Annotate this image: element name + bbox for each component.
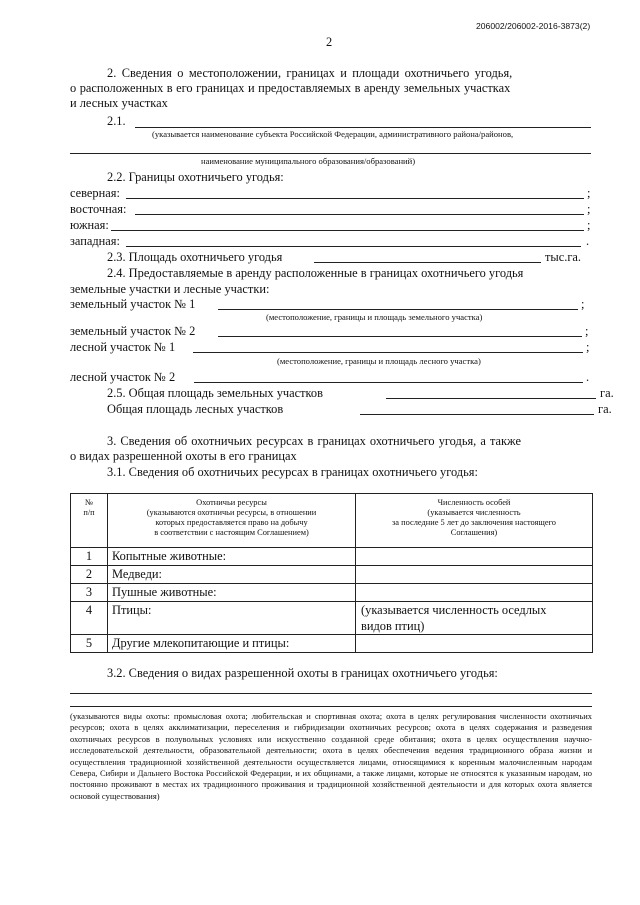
item-3-2-label: 3.2. Сведения о видах разрешенной охоты в границах охотничьего угодья: (107, 666, 498, 680)
item-2-3-line (314, 262, 541, 263)
row-value-line1: (указывается численность оседлых (361, 603, 547, 617)
west-period: . (586, 234, 590, 248)
row-label: Другие млекопитающие и птицы: (108, 635, 356, 653)
row-label: Птицы: (108, 602, 356, 635)
item-2-4-line1: 2.4. Предоставляемые в аренду расположенные в границах охотничьего угодья (107, 266, 524, 280)
row-label: Медведи: (108, 566, 356, 584)
header-num-l1: № (85, 498, 93, 507)
section3-title-line1: 3. Сведения об охотничьих ресурсах в границах охотничьего угодья, а также (107, 434, 521, 448)
hunting-types-footnote: (указываются виды охоты: промысловая охота; любительская и спортивная охота; охота в целях регулирования численности охотничьих ресурсов; охота в целях акклиматизации, переселения и гибридизации охотничьих ресурсов; охота в целях содержания и разведения охотничьих ресурсов в полувольных условиях или искусственно созданной среде обитания; охота в целях осуществления научно-исследовательской деятельности, образовательной деятельности; охота в целях обеспечения ведения традиционного образа жизни и осуществления традиционной хозяйственной деятельности осуществляется лицами, относящимися к коренным малочисленным народам Севера, Сибири и Дальнего Востока Российской Федерации, и их общинами, а также лицами, которые не относятся к указанным народам, но постоянно проживают в местах их традиционного проживания и традиционной хозяйственной деятельности и для которых охота является основой существования) (70, 711, 592, 801)
item-3-2-line-1 (70, 693, 592, 694)
row-number: 2 (71, 566, 108, 584)
header-count (356, 494, 593, 548)
header-res-l3: которых предоставляется право на добычу (155, 518, 308, 527)
table-row (71, 548, 593, 566)
north-semicolon: ; (587, 186, 591, 200)
forest-plot-1-semicolon: ; (586, 340, 590, 354)
row-value[interactable] (356, 566, 593, 584)
item-2-4-line2: земельные участки и лесные участки: (70, 282, 270, 296)
hunting-resources-table (70, 493, 593, 653)
east-semicolon: ; (587, 202, 591, 216)
item-2-2-label: 2.2. Границы охотничьего угодья: (107, 170, 284, 184)
forest-plot-1-label: лесной участок № 1 (70, 340, 176, 354)
item-2-5-label: 2.5. Общая площадь земельных участков (107, 386, 323, 400)
item-2-5-line (386, 398, 596, 399)
item-2-3-label: 2.3. Площадь охотничьего угодья (107, 250, 283, 264)
east-label: восточная: (70, 202, 127, 216)
item-2-1-label: 2.1. (107, 114, 126, 128)
doc-code: 206002/206002-2016-3873(2) (476, 21, 591, 31)
row-value[interactable] (356, 584, 593, 602)
forest-plot-2-label: лесной участок № 2 (70, 370, 176, 384)
table-header-row (71, 494, 593, 548)
row-number: 5 (71, 635, 108, 653)
land-plot-2-semicolon: ; (585, 324, 589, 338)
section2-title-line2: о расположенных в его границах и предоставляемых в аренду земельных участках (70, 81, 511, 95)
header-res-l4: в соответствии с настоящим Соглашением) (154, 528, 309, 537)
forest-total-line (360, 414, 594, 415)
item-2-1-hint-b: наименование муниципального образования/образований) (201, 156, 416, 166)
item-2-3-unit: тыс.га. (545, 250, 582, 264)
table-row (71, 566, 593, 584)
table-row (71, 602, 593, 635)
header-cnt-l1: Численность особей (437, 498, 511, 507)
land-plot-2-label: земельный участок № 2 (70, 324, 196, 338)
page-number: 2 (326, 35, 333, 49)
forest-plot-2-line (194, 382, 583, 383)
west-label: западная: (70, 234, 120, 248)
header-cnt-l4: Соглашения) (450, 528, 498, 537)
table-row (71, 635, 593, 653)
land-plot-1-semicolon: ; (581, 297, 585, 311)
row-value[interactable] (356, 602, 593, 635)
west-line (126, 246, 581, 247)
header-num-l2: п/п (83, 508, 95, 517)
forest-total-label: Общая площадь лесных участков (107, 402, 284, 416)
row-value[interactable] (356, 548, 593, 566)
forest-plot-hint: (местоположение, границы и площадь лесного участка) (277, 356, 481, 366)
row-number: 3 (71, 584, 108, 602)
item-2-1-hint-a: (указывается наименование субъекта Российской Федерации, административного района/районов, (152, 129, 514, 139)
land-plot-1-label: земельный участок № 1 (70, 297, 196, 311)
header-num (71, 494, 108, 548)
header-res-l1: Охотничьи ресурсы (196, 498, 267, 507)
row-number: 1 (71, 548, 108, 566)
item-3-2-line-2 (70, 706, 592, 707)
north-line (126, 198, 584, 199)
header-cnt-l2: (указывается численность (427, 508, 521, 517)
row-value[interactable] (356, 635, 593, 653)
item-3-1-label: 3.1. Сведения об охотничьих ресурсах в границах охотничьего угодья: (107, 465, 478, 479)
forest-plot-2-period: . (586, 370, 590, 384)
forest-plot-1-line (193, 352, 583, 353)
east-line (135, 214, 584, 215)
header-res-l2: (указываются охотничьи ресурсы, в отношении (146, 508, 317, 517)
row-number: 4 (71, 602, 108, 635)
row-value-line2: видов птиц) (361, 619, 425, 633)
forest-total-unit: га. (598, 402, 612, 416)
item-2-5-unit: га. (600, 386, 614, 400)
section2-title-line1: 2. Сведения о местоположении, границах и площади охотничьего угодья, (107, 66, 513, 80)
south-label: южная: (70, 218, 109, 232)
table-row (71, 584, 593, 602)
section2-title-line3: и лесных участках (70, 96, 168, 110)
north-label: северная: (70, 186, 120, 200)
header-resources (108, 494, 356, 548)
south-line (111, 230, 584, 231)
item-2-1-line-2 (70, 153, 591, 154)
row-label: Пушные животные: (108, 584, 356, 602)
land-plot-1-line (218, 309, 578, 310)
land-plot-hint: (местоположение, границы и площадь земельного участка) (266, 312, 483, 322)
row-label: Копытные животные: (108, 548, 356, 566)
land-plot-2-line (218, 336, 582, 337)
section3-title-line2: о видах разрешенной охоты в его границах (70, 449, 297, 463)
item-2-1-line (135, 127, 591, 128)
south-semicolon: ; (587, 218, 591, 232)
header-cnt-l3: за последние 5 лет до заключения настоящего (392, 518, 556, 527)
